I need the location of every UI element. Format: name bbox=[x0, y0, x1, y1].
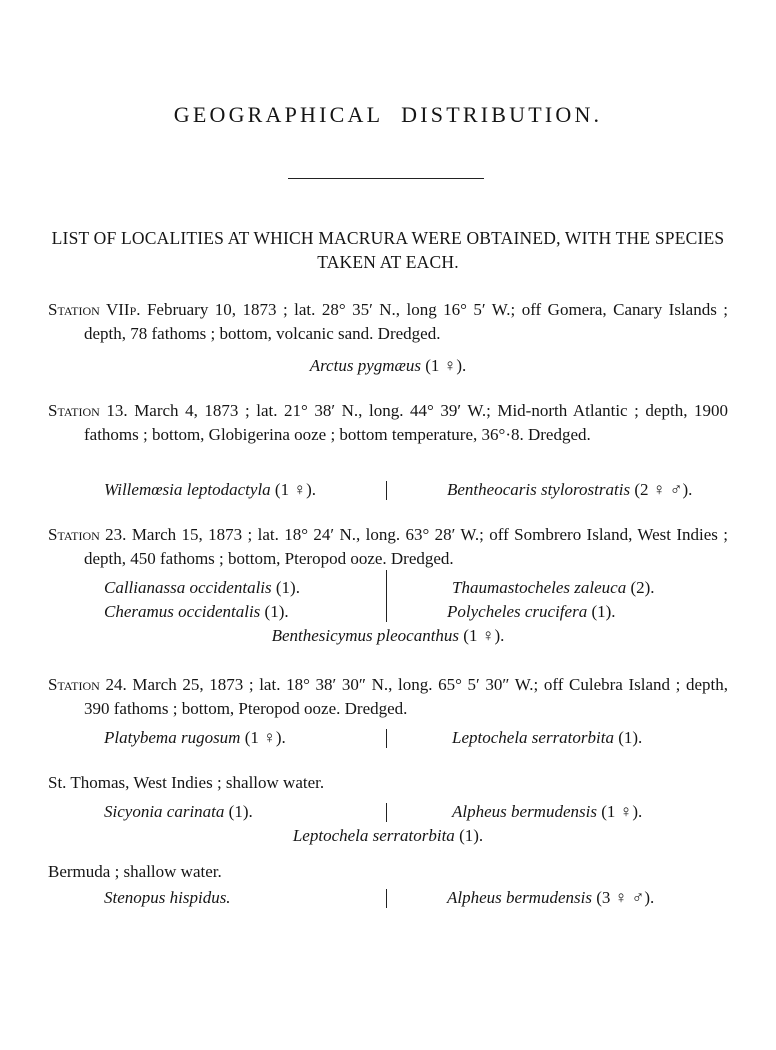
species-name: Stenopus hispidus. bbox=[104, 888, 231, 907]
station-entry bbox=[48, 673, 728, 721]
species-name: Alpheus bermudensis bbox=[447, 888, 592, 907]
species-name: Alpheus bermudensis bbox=[452, 802, 597, 821]
locality-label: Bermuda ; shallow water. bbox=[48, 862, 222, 881]
locality-label: St. Thomas, West Indies ; shallow water. bbox=[48, 773, 325, 792]
species-line bbox=[0, 624, 776, 648]
species-line bbox=[447, 478, 692, 502]
species-name: Benthesicymus pleocanthus bbox=[271, 626, 460, 645]
species-name: Cheramus occidentalis bbox=[104, 602, 261, 621]
species-line bbox=[104, 600, 289, 624]
species-count: (1). bbox=[228, 802, 253, 821]
species-name: Platybema rugosum bbox=[104, 728, 241, 747]
page-title: GEOGRAPHICAL DISTRIBUTION. bbox=[173, 102, 603, 127]
species-count: (2 ♀ ♂). bbox=[634, 480, 693, 499]
column-divider bbox=[386, 803, 387, 822]
column-divider bbox=[386, 889, 387, 908]
station-entry bbox=[48, 523, 728, 571]
species-count: (1). bbox=[459, 826, 484, 845]
species-count: (1). bbox=[275, 578, 300, 597]
station-label: Station 13. bbox=[48, 401, 128, 420]
species-name: Thaumastocheles zaleuca bbox=[452, 578, 627, 597]
species-name: Arctus pygmæus bbox=[309, 356, 421, 375]
species-count: (2). bbox=[630, 578, 655, 597]
station-entry bbox=[48, 298, 728, 346]
station-label: Station 24. bbox=[48, 675, 127, 694]
species-line bbox=[104, 886, 231, 910]
species-name: Willemœsia leptodactyla bbox=[104, 480, 271, 499]
station-description: February 10, 1873 ; lat. 28° 35′ N., long 16° 5′ W.; off Gomera, Canary Islands ; depth, 78 fathoms ; bottom, volcanic sand. Dredged. bbox=[84, 300, 729, 343]
species-line bbox=[452, 576, 655, 600]
species-count: (1 ♀). bbox=[244, 728, 286, 747]
species-count: (1). bbox=[618, 728, 643, 747]
species-name: Callianassa occidentalis bbox=[104, 578, 272, 597]
species-name: Polycheles crucifera bbox=[447, 602, 588, 621]
species-line bbox=[104, 800, 253, 824]
station-description: March 4, 1873 ; lat. 21° 38′ N., long. 44° 39′ W.; Mid-north Atlantic ; depth, 1900 fathoms ; bottom, Globigerina ooze ; bottom temperature, 36°·8. Dredged. bbox=[84, 401, 729, 444]
station-label: Station 23. bbox=[48, 525, 127, 544]
station-label: Station VIIp. bbox=[48, 300, 141, 319]
species-line bbox=[0, 354, 776, 378]
station-description: March 15, 1873 ; lat. 18° 24′ N., long. 63° 28′ W.; off Sombrero Island, West Indies ; depth, 450 fathoms ; bottom, Pteropod ooze. Dredged. bbox=[84, 525, 728, 568]
column-divider bbox=[386, 729, 387, 748]
species-count: (1). bbox=[264, 602, 289, 621]
station-description: March 25, 1873 ; lat. 18° 38′ 30″ N., long. 65° 5′ 30″ W.; off Culebra Island ; depth, 390 fathoms ; bottom, Pteropod ooze. Dredged. bbox=[84, 675, 729, 718]
species-line bbox=[104, 478, 316, 502]
species-name: Leptochela serratorbita bbox=[452, 728, 614, 747]
column-divider bbox=[386, 570, 387, 622]
species-line bbox=[447, 600, 616, 624]
species-line bbox=[104, 576, 300, 600]
species-count: (1 ♀). bbox=[463, 626, 505, 645]
species-name: Bentheocaris stylorostratis bbox=[447, 480, 631, 499]
species-count: (1 ♀). bbox=[425, 356, 467, 375]
title-rule bbox=[288, 178, 484, 179]
species-line bbox=[447, 886, 654, 910]
column-divider bbox=[386, 481, 387, 500]
species-line bbox=[452, 800, 642, 824]
species-name: Leptochela serratorbita bbox=[292, 826, 455, 845]
species-line bbox=[452, 726, 642, 750]
species-count: (3 ♀ ♂). bbox=[596, 888, 655, 907]
species-name: Sicyonia carinata bbox=[104, 802, 225, 821]
species-line bbox=[104, 726, 286, 750]
species-count: (1). bbox=[591, 602, 616, 621]
species-count: (1 ♀). bbox=[274, 480, 316, 499]
species-count: (1 ♀). bbox=[601, 802, 643, 821]
list-subtitle: LIST OF LOCALITIES AT WHICH MACRURA WERE OBTAINED, WITH THE SPECIES TAKEN AT EACH. bbox=[51, 228, 725, 272]
species-line bbox=[0, 824, 776, 848]
station-entry bbox=[48, 399, 728, 447]
